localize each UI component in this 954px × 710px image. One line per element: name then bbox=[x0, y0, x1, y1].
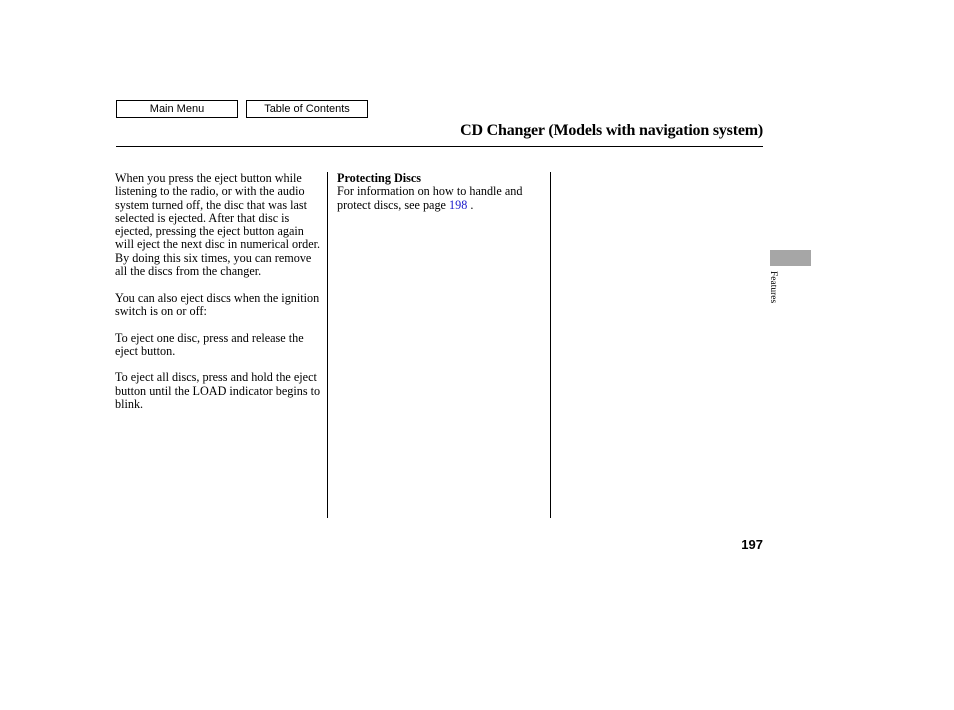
section-tab-label: Features bbox=[768, 271, 778, 304]
link-suffix: . bbox=[467, 197, 474, 212]
column-divider-left bbox=[327, 172, 328, 518]
paragraph-eject-all: To eject all discs, press and hold the eject button until the LOAD indicator begins to blink. bbox=[115, 370, 321, 412]
protecting-discs-heading: Protecting Discs bbox=[337, 171, 422, 185]
main-menu-button[interactable]: Main Menu bbox=[116, 100, 238, 118]
page-title: CD Changer (Models with navigation system) bbox=[460, 122, 763, 139]
table-of-contents-button[interactable]: Table of Contents bbox=[246, 100, 368, 118]
left-column bbox=[115, 172, 323, 425]
column-divider-right bbox=[550, 172, 551, 518]
title-divider bbox=[116, 146, 763, 147]
middle-column bbox=[337, 172, 542, 212]
paragraph-eject-sequence: When you press the eject button while listening to the radio, or with the audio system turned off, the disc that was last selected is ejected. After that disc is ejected, pressing the eject button again will eject the next disc in numerical order. By doing this six times, you can remove all the discs from the changer. bbox=[115, 171, 321, 279]
section-tab-marker bbox=[770, 250, 811, 266]
page-number: 197 bbox=[741, 537, 763, 552]
paragraph-ignition: You can also eject discs when the ignition switch is on or off: bbox=[115, 290, 320, 318]
protecting-discs-body: For information on how to handle and protect discs, see page bbox=[337, 184, 523, 212]
paragraph-eject-one: To eject one disc, press and release the eject button. bbox=[115, 330, 304, 358]
page-198-link[interactable]: 198 bbox=[449, 197, 468, 212]
protecting-discs-text bbox=[337, 185, 542, 212]
